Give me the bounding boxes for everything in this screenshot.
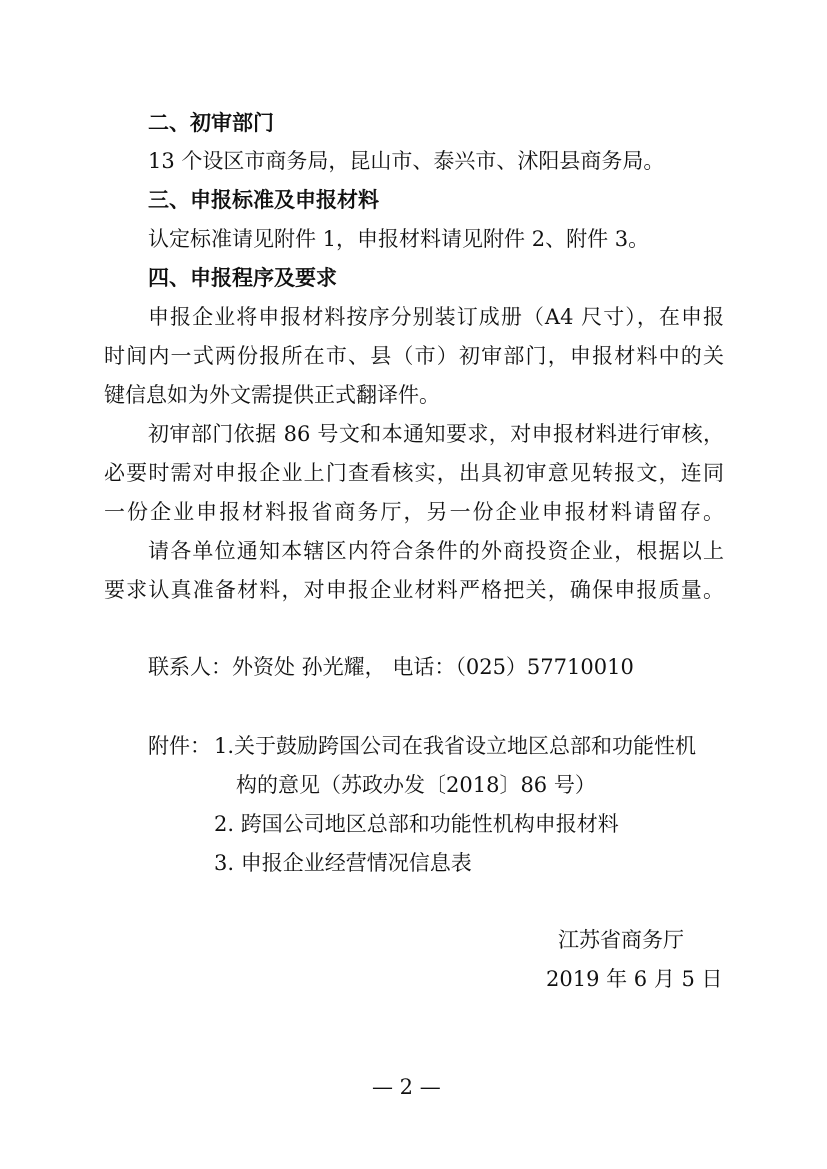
signature-org: 江苏省商务厅: [558, 928, 684, 952]
section-heading-2: 二、初审部门: [148, 111, 274, 135]
paragraph-1-line-1: 申报企业将申报材料按序分别装订成册（A4 尺寸），在申报: [148, 305, 724, 329]
paragraph-2-line-2: 必要时需对申报企业上门查看核实，出具初审意见转报文，连同: [104, 461, 724, 485]
paragraph-1-line-2: 时间内一式两份报所在市、县（市）初审部门，申报材料中的关: [104, 344, 724, 368]
paragraph-1-line-3: 键信息如为外文需提供正式翻译件。: [104, 383, 440, 407]
section-heading-3: 三、申报标准及申报材料: [148, 188, 379, 212]
paragraph-2-line-1: 初审部门依据 86 号文和本通知要求，对申报材料进行审核，: [148, 422, 724, 446]
section-body-3: 认定标准请见附件 1，申报材料请见附件 2、附件 3。: [148, 227, 650, 251]
attachment-item-2: 2. 跨国公司地区总部和功能性机构申报材料: [214, 812, 619, 836]
signature-date: 2019 年 6 月 5 日: [546, 967, 723, 991]
page-number: — 2 —: [372, 1075, 441, 1099]
paragraph-3-line-1: 请各单位通知本辖区内符合条件的外商投资企业，根据以上: [148, 539, 724, 563]
section-heading-4: 四、申报程序及要求: [148, 266, 337, 290]
contact-line: 联系人：外资处 孙光耀， 电话：（025）57710010: [148, 655, 634, 679]
attachment-item-3: 3. 申报企业经营情况信息表: [214, 851, 472, 875]
paragraph-3-line-2: 要求认真准备材料，对申报企业材料严格把关，确保申报质量。: [104, 578, 724, 602]
paragraph-2-line-3: 一份企业申报材料报省商务厅，另一份企业申报材料请留存。: [104, 500, 724, 524]
attachment-item-1-line-2: 构的意见（苏政办发〔2018〕86 号）: [236, 773, 596, 797]
section-body-2: 13 个设区市商务局，昆山市、泰兴市、沭阳县商务局。: [148, 149, 665, 173]
attachment-item-1-line-1: 1.关于鼓励跨国公司在我省设立地区总部和功能性机: [214, 734, 697, 758]
attachments-label: 附件：: [148, 734, 211, 758]
